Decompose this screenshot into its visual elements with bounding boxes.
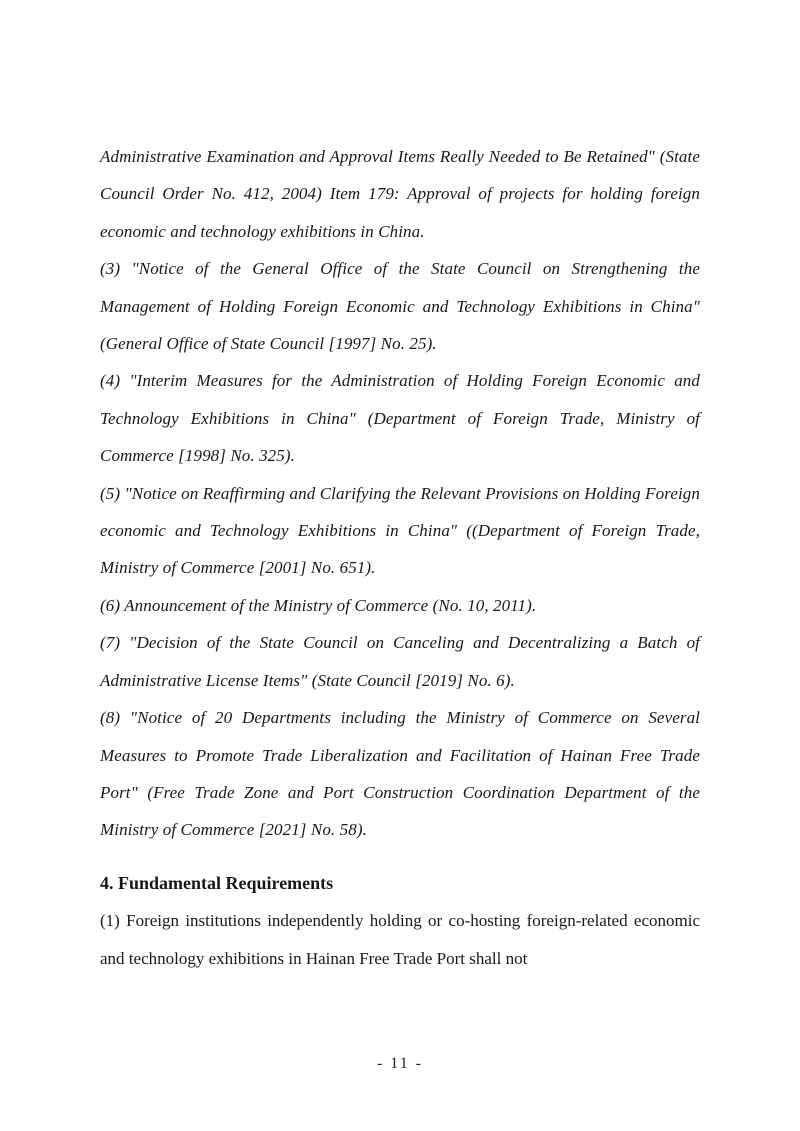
reference-item-5: (5) "Notice on Reaffirming and Clarifying the Relevant Provisions on Holding Foreign economic and Technology Exhibitions in China" ((Department of Foreign Trade, Ministry of Commerce [2001] No. 651). <box>100 483 700 578</box>
section-heading: 4. Fundamental Requirements <box>100 872 334 893</box>
reference-item-6: (6) Announcement of the Ministry of Commerce (No. 10, 2011). <box>100 595 537 615</box>
reference-item-2-continuation: Administrative Examination and Approval Items Really Needed to Be Retained" (State Council Order No. 412, 2004) Item 179: Approval of projects for holding foreign economic and technology exhibitions in China. <box>100 147 700 241</box>
page-content <box>100 138 700 977</box>
reference-item-4: (4) "Interim Measures for the Administration of Holding Foreign Economic and Technology Exhibitions in China" (Department of Foreign Trade, Ministry of Commerce [1998] No. 325). <box>100 371 700 466</box>
reference-item-8: (8) "Notice of 20 Departments including the Ministry of Commerce on Several Measures to Promote Trade Liberalization and Facilitation of Hainan Free Trade Port" (Free Trade Zone and Port Construction Coordination Department of the Ministry of Commerce [2021] No. 58). <box>100 708 700 840</box>
reference-item-3: (3) "Notice of the General Office of the State Council on Strengthening the Management of Holding Foreign Economic and Technology Exhibitions in China" (General Office of State Council [1997] No. 25). <box>100 259 700 354</box>
page-number: - 11 - <box>376 1055 424 1072</box>
body-paragraph: (1) Foreign institutions independently holding or co-hosting foreign-related economic and technology exhibitions in Hainan Free Trade Port shall not <box>100 911 700 968</box>
reference-item-7: (7) "Decision of the State Council on Canceling and Decentralizing a Batch of Administrative License Items" (State Council [2019] No. 6). <box>100 633 700 690</box>
